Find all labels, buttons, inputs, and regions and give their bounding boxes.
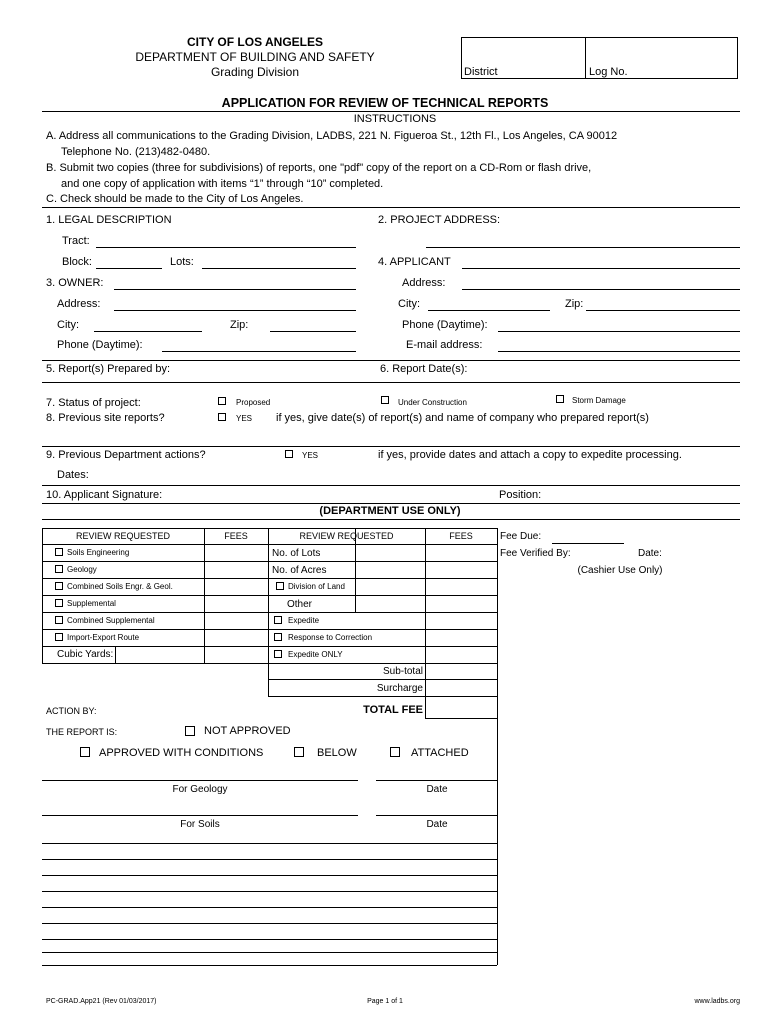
city-name: CITY OF LOS ANGELES <box>186 35 323 49</box>
form-title: APPLICATION FOR REVIEW OF TECHNICAL REPORTS <box>221 96 549 110</box>
applicant-label: 4. APPLICANT <box>378 256 451 268</box>
tract-field[interactable] <box>96 247 356 248</box>
prepared-by-label: 5. Report(s) Prepared by: <box>46 363 171 375</box>
log-no-label: Log No. <box>589 66 628 78</box>
combined-soils-checkbox[interactable] <box>55 582 63 590</box>
import-export-label: Import-Export Route <box>67 633 140 642</box>
applicant-field[interactable] <box>462 268 740 269</box>
not-approved-checkbox[interactable] <box>185 726 195 736</box>
owner-phone-label: Phone (Daytime): <box>57 339 143 351</box>
proposed-checkbox[interactable] <box>218 397 226 405</box>
previous-reports-note: if yes, give date(s) of report(s) and name of company who prepared report(s) <box>276 412 649 424</box>
project-address-label: 2. PROJECT ADDRESS: <box>378 214 501 226</box>
soils-date-label: Date <box>426 819 448 830</box>
review-requested-header-left: REVIEW REQUESTED <box>75 531 170 541</box>
notes-line[interactable] <box>42 875 497 876</box>
expedite-only-checkbox[interactable] <box>274 650 282 658</box>
soils-signature-line[interactable] <box>42 815 358 816</box>
applicant-zip-label: Zip: <box>565 298 584 310</box>
geology-date-label: Date <box>426 784 448 795</box>
supplemental-label: Supplemental <box>67 599 116 608</box>
expedite-only-label: Expedite ONLY <box>288 650 343 659</box>
division-of-land-checkbox[interactable] <box>276 582 284 590</box>
fee-verified-label: Fee Verified By: <box>500 548 571 559</box>
division-of-land-label: Division of Land <box>288 582 345 591</box>
not-approved-label: NOT APPROVED <box>204 725 291 737</box>
no-of-lots-label: No. of Lots <box>272 548 321 559</box>
subtotal-label: Sub-total <box>382 666 423 677</box>
instruction-a: A. Address all communications to the Grading Division, LADBS, 221 N. Figueroa St., 12th Fl., Los Angeles, CA 90012 <box>46 130 618 142</box>
notes-line[interactable] <box>42 843 497 844</box>
notes-line[interactable] <box>42 907 497 908</box>
notes-line[interactable] <box>42 923 497 924</box>
notes-line[interactable] <box>42 939 497 940</box>
cubic-yards-label: Cubic Yards: <box>57 649 114 660</box>
combined-soils-label: Combined Soils Engr. & Geol. <box>67 582 173 591</box>
expedite-checkbox[interactable] <box>274 616 282 624</box>
page-number: Page 1 of 1 <box>367 998 403 1005</box>
instruction-a-phone: Telephone No. (213)482-0480. <box>61 146 211 158</box>
below-checkbox[interactable] <box>294 747 304 757</box>
district-label: District <box>464 66 498 78</box>
surcharge-label: Surcharge <box>376 683 423 694</box>
applicant-email-field[interactable] <box>498 351 740 352</box>
tract-label: Tract: <box>62 235 90 247</box>
legal-description-label: 1. LEGAL DESCRIPTION <box>46 214 172 226</box>
block-label: Block: <box>62 256 92 268</box>
import-export-checkbox[interactable] <box>55 633 63 641</box>
notes-line[interactable] <box>42 891 497 892</box>
geology-checkbox[interactable] <box>55 565 63 573</box>
proposed-label: Proposed <box>236 398 271 407</box>
owner-phone-field[interactable] <box>162 351 356 352</box>
report-is-label: THE REPORT IS: <box>46 727 118 737</box>
previous-actions-yes-checkbox[interactable] <box>285 450 293 458</box>
fee-due-field[interactable] <box>552 543 624 544</box>
response-checkbox[interactable] <box>274 633 282 641</box>
response-label: Response to Correction <box>288 633 373 642</box>
applicant-phone-label: Phone (Daytime): <box>402 319 488 331</box>
under-construction-label: Under Construction <box>398 398 467 407</box>
owner-address-field[interactable] <box>114 310 356 311</box>
lots-label: Lots: <box>170 256 194 268</box>
applicant-city-field[interactable] <box>428 310 550 311</box>
previous-reports-yes-checkbox[interactable] <box>218 413 226 421</box>
department-use-heading: (DEPARTMENT USE ONLY) <box>319 505 461 517</box>
log-no-field[interactable] <box>586 38 737 78</box>
total-fee-label: TOTAL FEE <box>363 704 423 716</box>
owner-address-label: Address: <box>57 298 101 310</box>
for-soils-label: For Soils <box>180 819 220 830</box>
instruction-b: B. Submit two copies (three for subdivisions) of reports, one "pdf" copy of the report on a CD-Rom or flash drive, <box>46 162 592 174</box>
notes-line[interactable] <box>42 859 497 860</box>
instruction-c: C. Check should be made to the City of Los Angeles. <box>46 193 304 205</box>
instructions-heading: INSTRUCTIONS <box>353 113 437 125</box>
attached-checkbox[interactable] <box>390 747 400 757</box>
soils-engineering-checkbox[interactable] <box>55 548 63 556</box>
applicant-email-label: E-mail address: <box>406 339 483 351</box>
cubic-yards-field[interactable] <box>116 647 203 662</box>
block-field[interactable] <box>96 268 162 269</box>
below-label: BELOW <box>317 747 357 759</box>
owner-zip-field[interactable] <box>270 331 356 332</box>
fee-due-label: Fee Due: <box>500 531 542 542</box>
soils-date-line[interactable] <box>376 815 497 816</box>
department-name: DEPARTMENT OF BUILDING AND SAFETY <box>135 50 375 64</box>
website: www.ladbs.org <box>694 998 740 1005</box>
combined-supplemental-checkbox[interactable] <box>55 616 63 624</box>
notes-line[interactable] <box>42 952 497 953</box>
review-requested-header-right: REVIEW REQUESTED <box>299 531 394 541</box>
geology-signature-line[interactable] <box>42 780 358 781</box>
division-name: Grading Division <box>210 65 300 79</box>
supplemental-checkbox[interactable] <box>55 599 63 607</box>
signature-label: 10. Applicant Signature: <box>46 489 163 501</box>
cashier-use-label: (Cashier Use Only) <box>577 565 663 576</box>
report-dates-label: 6. Report Date(s): <box>380 363 468 375</box>
action-by-label: ACTION BY: <box>46 706 97 716</box>
form-id: PC-GRAD.App21 (Rev 01/03/2017) <box>46 998 157 1005</box>
applicant-city-label: City: <box>398 298 420 310</box>
storm-damage-checkbox[interactable] <box>556 395 564 403</box>
fees-header-left: FEES <box>224 531 248 541</box>
attached-label: ATTACHED <box>411 747 469 759</box>
cashier-date-label: Date: <box>638 548 662 559</box>
position-label: Position: <box>499 489 542 501</box>
project-address-field[interactable] <box>426 247 740 248</box>
storm-damage-label: Storm Damage <box>572 396 626 405</box>
applicant-phone-field[interactable] <box>498 331 740 332</box>
notes-line[interactable] <box>42 965 497 966</box>
approved-checkbox[interactable] <box>80 747 90 757</box>
applicant-zip-field[interactable] <box>586 310 740 311</box>
under-construction-checkbox[interactable] <box>381 396 389 404</box>
previous-reports-label: 8. Previous site reports? <box>46 412 165 424</box>
applicant-address-field[interactable] <box>462 289 740 290</box>
fees-header-right: FEES <box>449 531 473 541</box>
previous-actions-note: if yes, provide dates and attach a copy to expedite processing. <box>378 449 682 461</box>
no-of-acres-label: No. of Acres <box>272 565 327 576</box>
previous-actions-yes-label: YES <box>302 451 319 460</box>
expedite-label: Expedite <box>288 616 320 625</box>
owner-field[interactable] <box>114 289 356 290</box>
applicant-address-label: Address: <box>402 277 446 289</box>
district-field[interactable] <box>462 38 584 78</box>
lots-field[interactable] <box>202 268 356 269</box>
soils-engineering-label: Soils Engineering <box>67 548 130 557</box>
owner-label: 3. OWNER: <box>46 277 104 289</box>
dates-label: Dates: <box>57 469 89 481</box>
geology-date-line[interactable] <box>376 780 497 781</box>
previous-actions-label: 9. Previous Department actions? <box>46 449 206 461</box>
approved-label: APPROVED WITH CONDITIONS <box>99 747 264 759</box>
owner-zip-label: Zip: <box>230 319 249 331</box>
owner-city-field[interactable] <box>94 331 202 332</box>
status-label: 7. Status of project: <box>46 397 141 409</box>
owner-city-label: City: <box>57 319 79 331</box>
geology-label: Geology <box>67 565 97 574</box>
previous-reports-yes-label: YES <box>236 414 253 423</box>
other-label: Other <box>287 599 313 610</box>
instruction-b-cont: and one copy of application with items “1” through “10” completed. <box>61 178 384 190</box>
for-geology-label: For Geology <box>172 784 228 795</box>
combined-supplemental-label: Combined Supplemental <box>67 616 155 625</box>
